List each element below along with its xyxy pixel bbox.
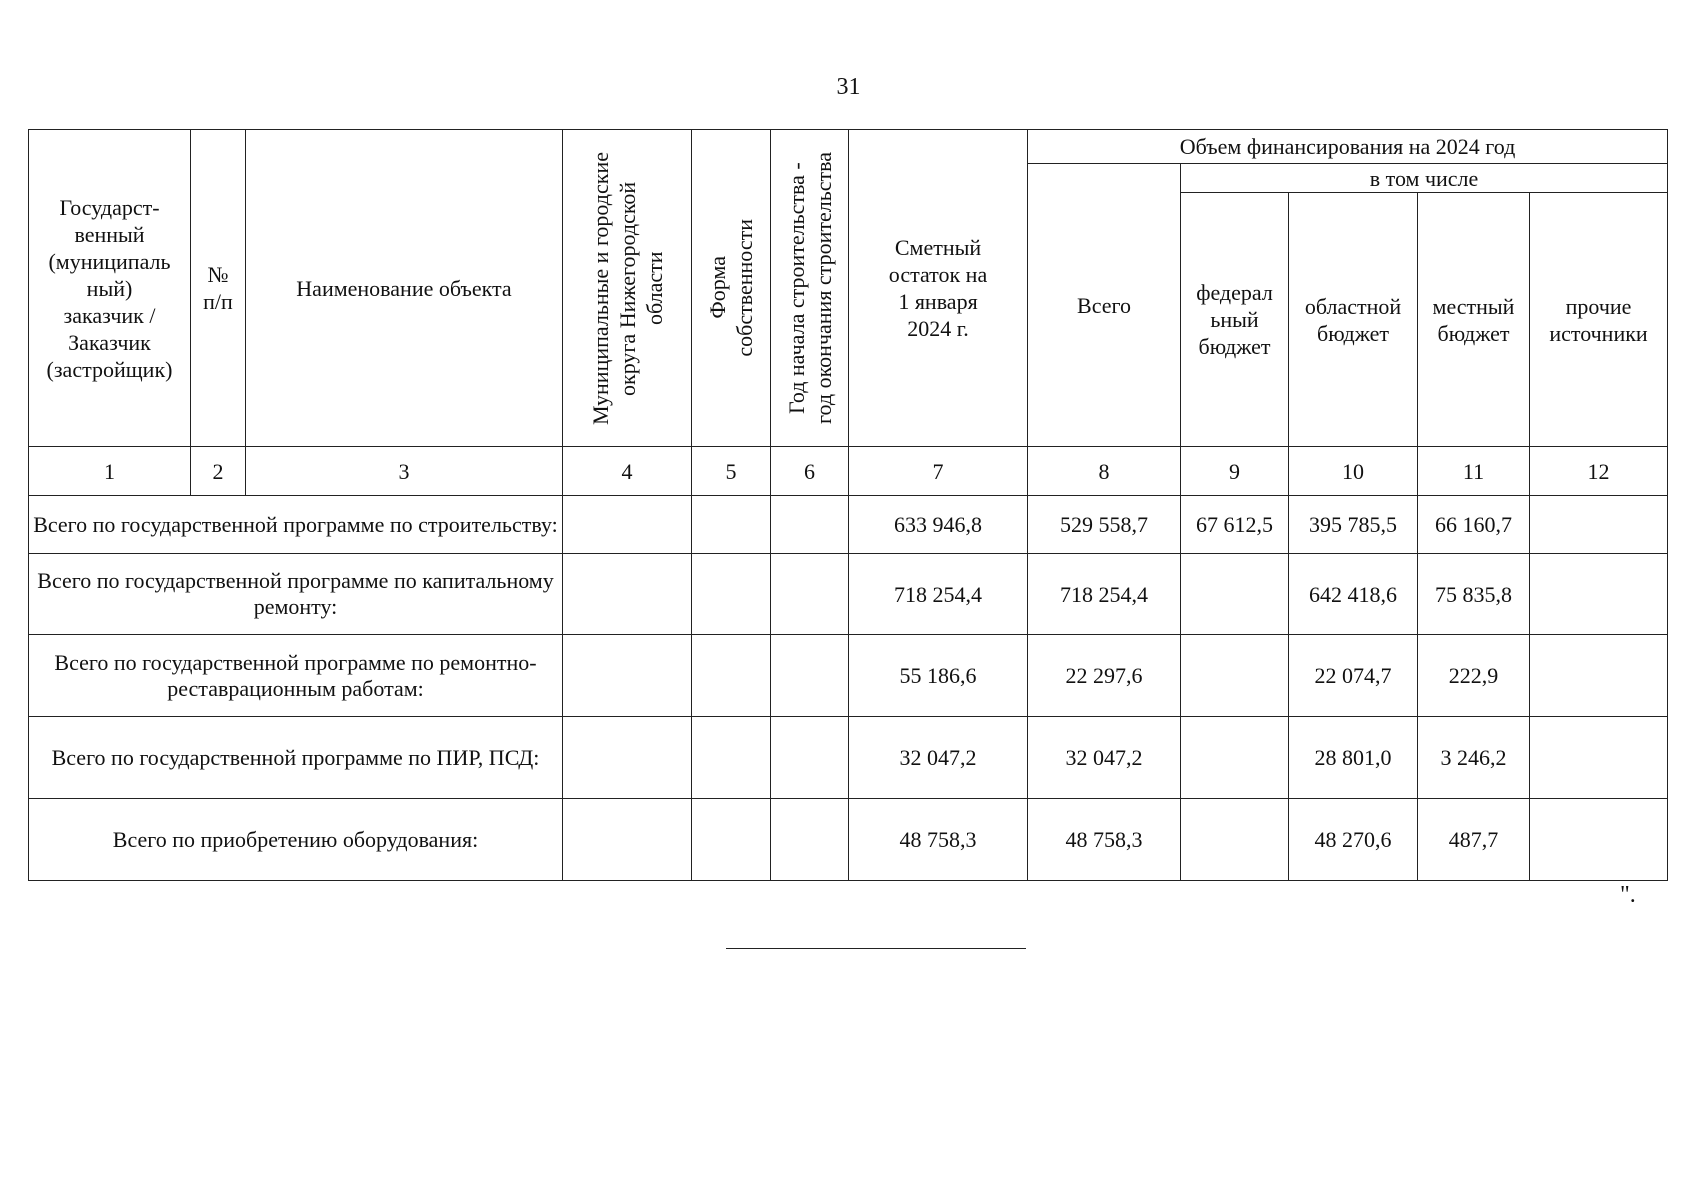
column-number: 1 [29, 447, 191, 496]
total-cell: 718 254,4 [1028, 554, 1181, 635]
empty-cell [771, 717, 849, 799]
empty-cell [563, 554, 692, 635]
column-number: 12 [1530, 447, 1668, 496]
federal-cell [1181, 799, 1289, 881]
other-cell [1530, 554, 1668, 635]
table-row [29, 554, 1668, 635]
federal-cell [1181, 554, 1289, 635]
empty-cell [692, 635, 771, 717]
column-number: 2 [191, 447, 246, 496]
column-number: 9 [1181, 447, 1289, 496]
regional-cell: 22 074,7 [1289, 635, 1418, 717]
estimated-cell: 48 758,3 [849, 799, 1028, 881]
other-cell [1530, 799, 1668, 881]
federal-cell [1181, 635, 1289, 717]
row-label: Всего по государственной программе по капитальному ремонту: [29, 554, 563, 635]
table-row [29, 799, 1668, 881]
empty-cell [771, 635, 849, 717]
financing-table [28, 129, 1668, 881]
local-cell: 75 835,8 [1418, 554, 1530, 635]
empty-cell [771, 799, 849, 881]
local-cell: 222,9 [1418, 635, 1530, 717]
total-cell: 22 297,6 [1028, 635, 1181, 717]
table-row [29, 496, 1668, 554]
header-estimated-balance: Сметный остаток на 1 января 2024 г. [849, 130, 1028, 447]
other-cell [1530, 635, 1668, 717]
other-cell [1530, 717, 1668, 799]
empty-cell [771, 554, 849, 635]
column-number: 8 [1028, 447, 1181, 496]
total-cell: 48 758,3 [1028, 799, 1181, 881]
regional-cell: 48 270,6 [1289, 799, 1418, 881]
header-municipal: Муниципальные и городские округа Нижегородской области [587, 151, 667, 425]
estimated-cell: 32 047,2 [849, 717, 1028, 799]
header-federal: федерал ьный бюджет [1181, 193, 1289, 447]
empty-cell [692, 554, 771, 635]
estimated-cell: 633 946,8 [849, 496, 1028, 554]
estimated-cell: 55 186,6 [849, 635, 1028, 717]
header-row-top [29, 130, 1668, 164]
header-local: местный бюджет [1418, 193, 1530, 447]
regional-cell: 642 418,6 [1289, 554, 1418, 635]
regional-cell: 395 785,5 [1289, 496, 1418, 554]
empty-cell [563, 496, 692, 554]
column-number: 4 [563, 447, 692, 496]
header-including: в том числе [1181, 164, 1668, 193]
local-cell: 487,7 [1418, 799, 1530, 881]
header-total: Всего [1028, 164, 1181, 447]
header-other: прочие источники [1530, 193, 1668, 447]
federal-cell [1181, 717, 1289, 799]
header-ownership: Форма собственности [705, 219, 757, 357]
header-regional: областной бюджет [1289, 193, 1418, 447]
header-row-number: № п/п [191, 130, 246, 447]
page-number: 31 [836, 74, 861, 100]
column-number: 10 [1289, 447, 1418, 496]
header-object-name: Наименование объекта [246, 130, 563, 447]
header-customer: Государст- венный (муниципаль ный) заказчик / Заказчик (застройщик) [29, 130, 191, 447]
table-row [29, 635, 1668, 717]
row-label: Всего по государственной программе по ПИР, ПСД: [29, 717, 563, 799]
column-number-row [29, 447, 1668, 496]
empty-cell [563, 799, 692, 881]
empty-cell [692, 717, 771, 799]
column-number: 11 [1418, 447, 1530, 496]
column-number: 6 [771, 447, 849, 496]
empty-cell [563, 717, 692, 799]
header-ownership-cell [692, 130, 771, 447]
empty-cell [692, 496, 771, 554]
header-financing-group: Объем финансирования на 2024 год [1028, 130, 1668, 164]
empty-cell [692, 799, 771, 881]
other-cell [1530, 496, 1668, 554]
regional-cell: 28 801,0 [1289, 717, 1418, 799]
header-years-cell [771, 130, 849, 447]
total-cell: 529 558,7 [1028, 496, 1181, 554]
footer-divider [726, 948, 1026, 949]
row-label: Всего по государственной программе по ремонтно-реставрационным работам: [29, 635, 563, 717]
empty-cell [563, 635, 692, 717]
row-label: Всего по государственной программе по строительству: [29, 496, 563, 554]
header-years: Год начала строительства - год окончания строительства [783, 152, 836, 424]
estimated-cell: 718 254,4 [849, 554, 1028, 635]
closing-quote: ". [1620, 882, 1636, 908]
column-number: 3 [246, 447, 563, 496]
column-number: 5 [692, 447, 771, 496]
local-cell: 66 160,7 [1418, 496, 1530, 554]
federal-cell: 67 612,5 [1181, 496, 1289, 554]
local-cell: 3 246,2 [1418, 717, 1530, 799]
header-municipal-cell [563, 130, 692, 447]
row-label: Всего по приобретению оборудования: [29, 799, 563, 881]
column-number: 7 [849, 447, 1028, 496]
total-cell: 32 047,2 [1028, 717, 1181, 799]
table-row [29, 717, 1668, 799]
empty-cell [771, 496, 849, 554]
